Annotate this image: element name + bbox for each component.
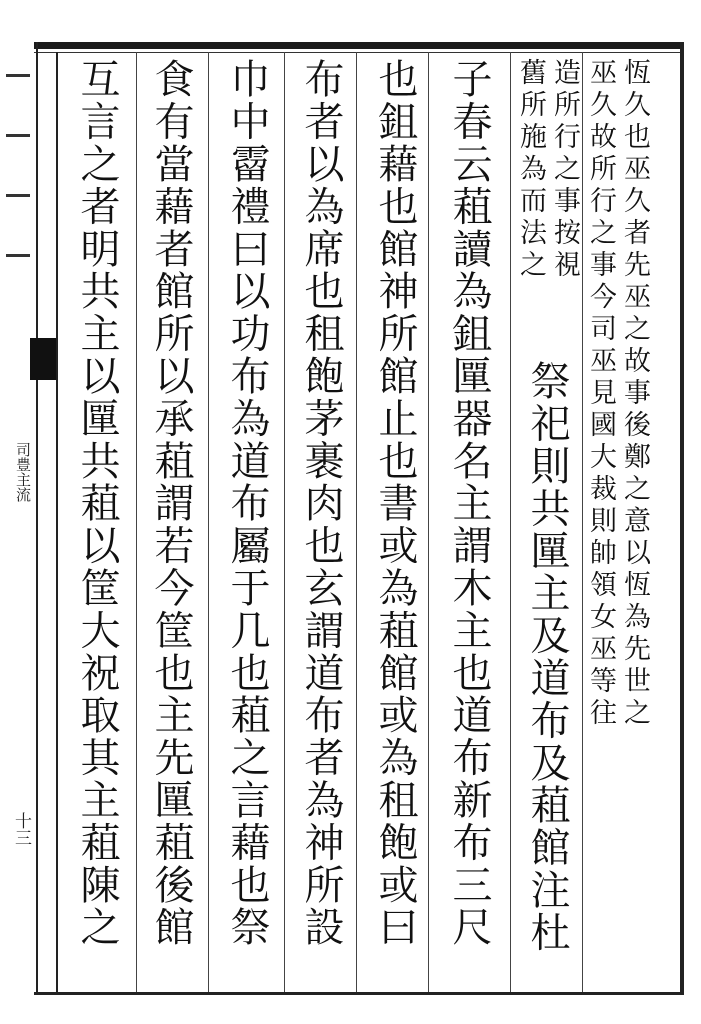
spine-line: [36, 42, 38, 995]
column-rule: [356, 52, 357, 992]
book-spine-margin: [0, 42, 56, 995]
main-text-column: 祭祀則共匰主及道布及蒩館注杜: [524, 360, 570, 954]
column-rule: [582, 52, 583, 992]
spine-mark: [6, 194, 30, 197]
text-column: 巾中霤禮曰以功布為道布屬于几也蒩之言藉也祭: [224, 58, 270, 949]
text-column: 舊所施為而法之: [515, 58, 546, 282]
column-rule: [510, 52, 511, 992]
text-column: 互言之者明共主以匰共蒩以筐大祝取其主蒩陳之: [74, 58, 120, 949]
text-column: 巫久故所行之事今司巫見國大裁則帥領女巫等往: [585, 58, 616, 730]
spine-title: 司豊主流: [14, 442, 32, 502]
text-column: 造所行之事按視: [549, 58, 580, 282]
frame-left-border: [56, 52, 58, 992]
frame-inner-border: [34, 52, 684, 53]
text-column: 也鉏藉也館神所館止也書或為蒩館或為租飽或曰: [372, 58, 418, 949]
spine-mark: [6, 74, 30, 77]
frame-right-border: [680, 42, 684, 995]
column-rule: [136, 52, 137, 992]
text-column: 布者以為席也租飽茅裹肉也玄謂道布者為神所設: [298, 58, 344, 949]
text-column: 食有當藉者館所以承蒩謂若今筐也主先匰蒩後館: [148, 58, 194, 949]
spine-mark: [6, 134, 30, 137]
frame-top-border: [34, 42, 684, 49]
column-rule: [428, 52, 429, 992]
column-rule: [208, 52, 209, 992]
text-column: 子春云蒩讀為鉏匰器名主謂木主也道布新布三尺: [446, 58, 492, 949]
frame-bottom-border: [34, 992, 684, 995]
page-number: 十三: [11, 812, 31, 846]
fish-tail-mark: [30, 338, 56, 380]
text-column: 恆久也巫久者先巫之故事後鄭之意以恆為先世之: [619, 58, 650, 730]
column-rule: [284, 52, 285, 992]
spine-mark: [6, 254, 30, 257]
